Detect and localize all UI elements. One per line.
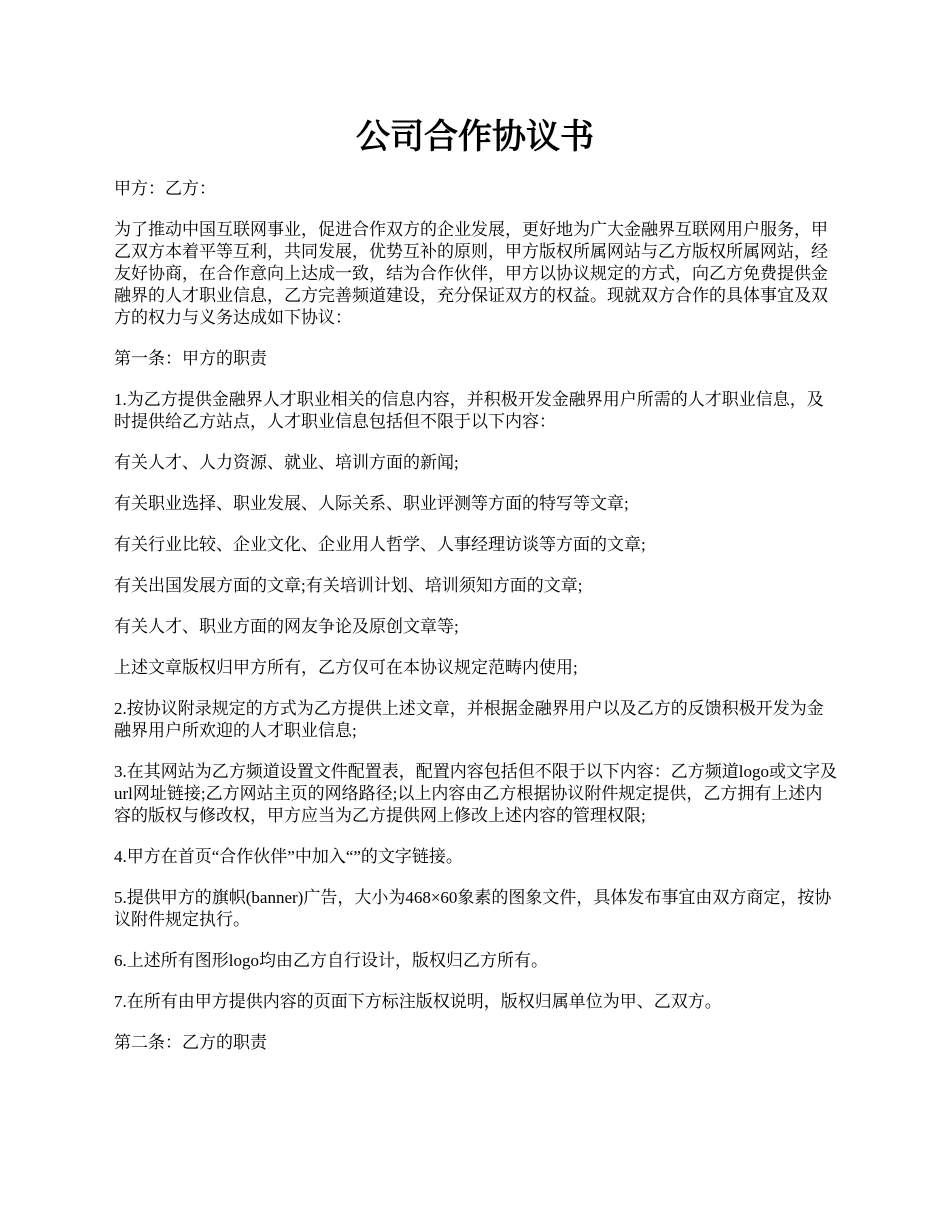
preamble-paragraph: 为了推动中国互联网事业，促进合作双方的企业发展，更好地为广大金融界互联网用户服务，甲乙双方本着平等互利，共同发展，优势互补的原则，甲方版权所属网站与乙方版权所属网站，经友好协商，在合作意向上达成一致，结为合作伙伴，甲方以协议规定的方式，向乙方免费提供金融界的人才职业信息，乙方完善频道建设，充分保证双方的权益。现就双方合作的具体事宜及双方的权力与义务达成如下协议： bbox=[114, 220, 828, 327]
article-1-heading: 第一条：甲方的职责 bbox=[114, 349, 267, 368]
clause-1: 1.为乙方提供金融界人才职业相关的信息内容，并积极开发金融界用户所需的人才职业信息，及时提供给乙方站点，人才职业信息包括但不限于以下内容： bbox=[114, 390, 824, 431]
document-title: 公司合作协议书 bbox=[356, 117, 594, 157]
content-item-features: 有关职业选择、职业发展、人际关系、职业评测等方面的特写等文章; bbox=[114, 494, 629, 513]
clause-6: 6.上述所有图形logo均由乙方自行设计，版权归乙方所有。 bbox=[114, 951, 548, 970]
clause-2: 2.按协议附录规定的方式为乙方提供上述文章，并根据金融界用户以及乙方的反馈积极开发为金融界用户所欢迎的人才职业信息; bbox=[114, 699, 824, 740]
clause-5: 5.提供甲方的旗帜(banner)广告，大小为468×60象素的图象文件，具体发布事宜由双方商定，按协议附件规定执行。 bbox=[114, 888, 832, 929]
article-2-heading: 第二条：乙方的职责 bbox=[114, 1033, 267, 1052]
content-item-industry: 有关行业比较、企业文化、企业用人哲学、人事经理访谈等方面的文章; bbox=[114, 535, 646, 554]
clause-3: 3.在其网站为乙方频道设置文件配置表，配置内容包括但不限于以下内容：乙方频道logo或文字及url网址链接;乙方网站主页的网络路径;以上内容由乙方根据协议附件规定提供，乙方拥有上述内容的版权与修改权，甲方应当为乙方提供网上修改上述内容的管理权限; bbox=[114, 762, 837, 825]
clause-7: 7.在所有由甲方提供内容的页面下方标注版权说明，版权归属单位为甲、乙双方。 bbox=[114, 992, 722, 1011]
clause-4: 4.甲方在首页“合作伙伴”中加入“”的文字链接。 bbox=[114, 847, 463, 866]
content-item-discussion: 有关人才、职业方面的网友争论及原创文章等; bbox=[114, 617, 459, 636]
content-item-news: 有关人才、人力资源、就业、培训方面的新闻; bbox=[114, 453, 459, 472]
document-body bbox=[114, 178, 839, 1073]
parties-line: 甲方：乙方： bbox=[114, 179, 216, 198]
copyright-clause: 上述文章版权归甲方所有，乙方仅可在本协议规定范畴内使用; bbox=[114, 658, 578, 677]
content-item-overseas: 有关出国发展方面的文章;有关培训计划、培训须知方面的文章; bbox=[114, 576, 583, 595]
